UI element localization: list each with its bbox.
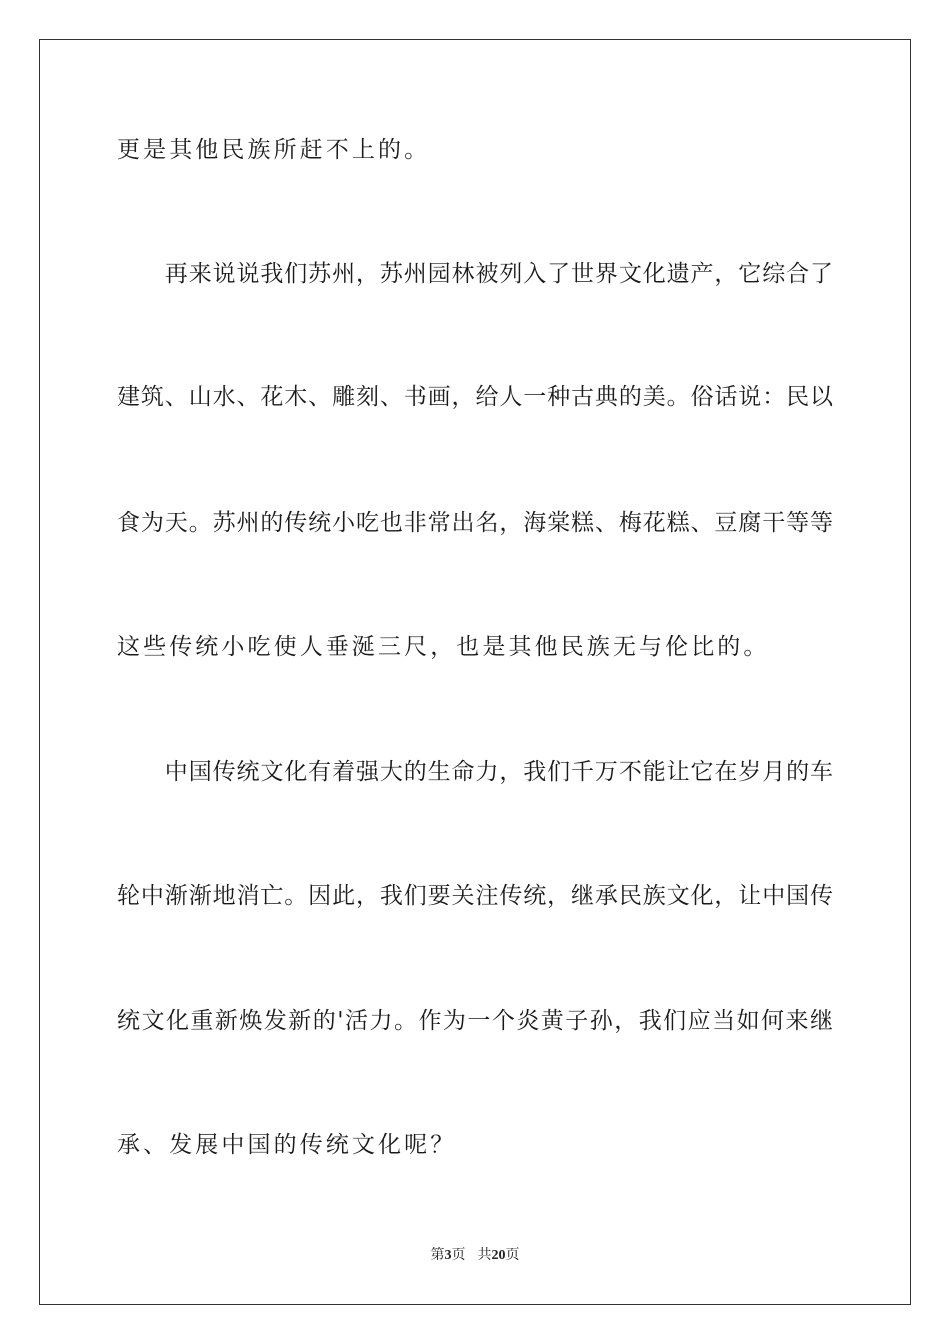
body-text-line-6: 中国传统文化有着强大的生命力，我们千万不能让它在岁月的车	[117, 759, 833, 785]
total-pages: 20	[491, 1248, 506, 1263]
body-text-line-1: 更是其他民族所赶不上的。	[117, 137, 431, 163]
body-text-line-5: 这些传统小吃使人垂涎三尺，也是其他民族无与伦比的。	[117, 634, 770, 660]
page-number: 3	[444, 1248, 452, 1263]
body-text-line-7: 轮中渐渐地消亡。因此，我们要关注传统，继承民族文化，让中国传	[117, 883, 833, 909]
total-label-suffix: 页	[505, 1247, 520, 1263]
body-text-line-3: 建筑、山水、花木、雕刻、书画，给人一种古典的美。俗话说：民以	[117, 384, 833, 410]
page-label-suffix: 页	[451, 1247, 466, 1263]
body-text-line-2: 再来说说我们苏州，苏州园林被列入了世界文化遗产，它综合了	[117, 261, 833, 287]
body-text-line-8: 统文化重新焕发新的'活力。作为一个炎黄子孙，我们应当如何来继	[117, 1008, 833, 1034]
page-label-prefix: 第	[430, 1247, 445, 1263]
body-text-line-9: 承、发展中国的传统文化呢？	[117, 1132, 457, 1158]
body-text-line-4: 食为天。苏州的传统小吃也非常出名，海棠糕、梅花糕、豆腐干等等	[117, 510, 833, 536]
page-footer	[0, 1245, 950, 1266]
total-label-prefix: 共	[477, 1247, 492, 1263]
page-border	[39, 39, 911, 1305]
